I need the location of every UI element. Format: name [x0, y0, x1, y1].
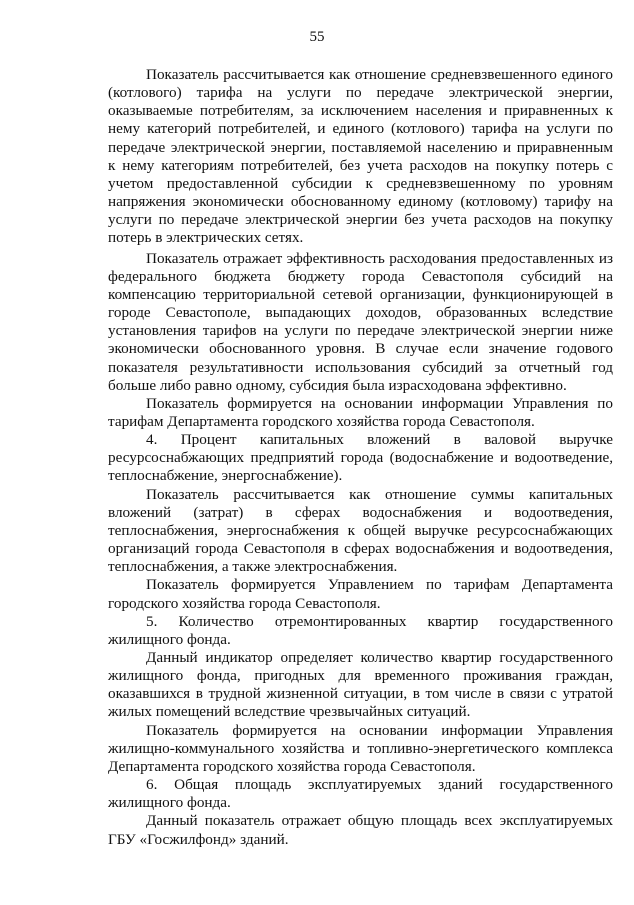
paragraph-subsidy-source: Показатель формируется на основании информации Управления по тарифам Департамента городского хозяйства города Севастополя.: [108, 394, 613, 430]
paragraph-subsidy-efficiency: Показатель отражает эффективность расходования предоставленных из федерального бюджета бюджету города Севастополя субсидий на компенсацию территориальной сетевой организации, функционирующей в городе Севастополе, выпадающих доходов, образованных вследствие установления тарифов на услуги по передаче электрической энергии ниже экономически обоснованного уровня. В случае если значение годового показателя результативности использования субсидий за отчетный год больше либо равно одному, субсидия была израсходована эффективно.: [108, 249, 613, 394]
paragraph-item-4-source: Показатель формируется Управлением по тарифам Департамента городского хозяйства города Севастополя.: [108, 576, 613, 612]
paragraph-item-5-description: Данный индикатор определяет количество квартир государственного жилищного фонда, пригодных для временного проживания граждан, оказавшихся в трудной жизненной ситуации, в том числе в связи с утратой жилых помещений вследствие чрезвычайных ситуаций.: [108, 649, 613, 721]
paragraph-item-6-description: Данный показатель отражает общую площадь всех эксплуатируемых ГБУ «Госжилфонд» зданий.: [108, 812, 613, 848]
paragraph-item-6-heading: 6. Общая площадь эксплуатируемых зданий государственного жилищного фонда.: [108, 776, 613, 812]
document-body: [108, 66, 613, 849]
paragraph-item-4-method: Показатель рассчитывается как отношение суммы капитальных вложений (затрат) в сферах водоснабжения и водоотведения, теплоснабжения, энергоснабжения к общей выручке ресурсоснабжающих организаций города Севастополя в сферах водоснабжения и водоотведения, теплоснабжения, а также электроснабжения.: [108, 485, 613, 576]
paragraph-tariff-ratio-method: Показатель рассчитывается как отношение средневзвешенного единого (котлового) тарифа на услуги по передаче электрической энергии, оказываемые потребителям, за исключением населения и приравненных к нему категорий потребителей, и единого (котлового) тарифа на услуги по передаче электрической энергии, поставляемой населению и приравненным к нему категориям потребителей, без учета расходов на покупку потерь с учетом предоставленной субсидии к средневзвешенному по уровням напряжения экономически обоснованному единому (котловому) тарифу на услуги по передаче электрической энергии без учета расходов на покупку потерь в электрических сетях.: [108, 66, 613, 247]
paragraph-item-5-source: Показатель формируется на основании информации Управления жилищно-коммунального хозяйства и топливно-энергетического комплекса Департамента городского хозяйства города Севастополя.: [108, 721, 613, 775]
page-number: 55: [309, 29, 325, 45]
paragraph-item-5-heading: 5. Количество отремонтированных квартир государственного жилищного фонда.: [108, 612, 613, 648]
paragraph-item-4-heading: 4. Процент капитальных вложений в валовой выручке ресурсоснабжающих предприятий города (водоснабжение и водоотведение, теплоснабжение, энергоснабжение).: [108, 431, 613, 485]
